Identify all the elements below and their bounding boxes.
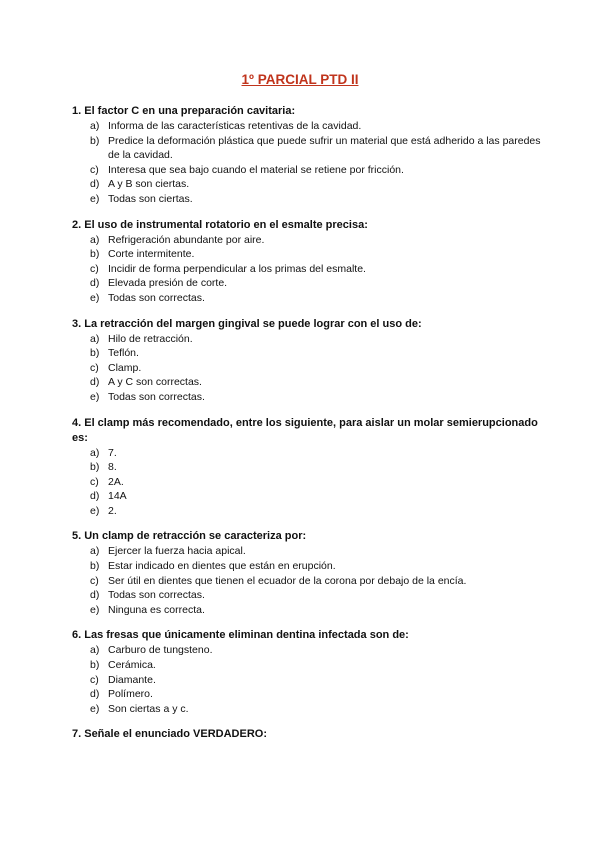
option-text: 2A. <box>108 475 124 488</box>
question-text: 2. El uso de instrumental rotatorio en el esmalte precisa: <box>72 218 368 231</box>
option-letter: a) <box>90 332 100 345</box>
option-item <box>72 163 542 178</box>
option-text: Hilo de retracción. <box>108 332 193 345</box>
option-text: Ninguna es correcta. <box>108 603 205 616</box>
options-list <box>72 446 542 519</box>
option-item <box>72 361 542 376</box>
option-item <box>72 119 542 134</box>
option-letter: d) <box>90 376 100 389</box>
option-letter: e) <box>90 291 100 304</box>
option-text: Corte intermitente. <box>108 248 195 261</box>
option-letter: d) <box>90 490 100 503</box>
question-text: 3. La retracción del margen gingival se puede lograr con el uso de: <box>72 317 422 330</box>
option-letter: b) <box>90 560 100 573</box>
option-letter: e) <box>90 702 100 715</box>
question-text: 5. Un clamp de retracción se caracteriza por: <box>72 530 307 543</box>
question-text: 6. Las fresas que únicamente eliminan dentina infectada son de: <box>72 629 409 642</box>
option-item <box>72 673 542 688</box>
option-item <box>72 192 542 207</box>
option-text: Elevada presión de corte. <box>108 277 228 290</box>
option-text: 14A <box>108 490 127 503</box>
option-text: Refrigeración abundante por aire. <box>108 233 265 246</box>
option-text: Ejercer la fuerza hacia apical. <box>108 545 246 558</box>
option-item <box>72 643 542 658</box>
option-letter: e) <box>90 390 100 403</box>
option-item <box>72 702 542 717</box>
option-item <box>72 475 542 490</box>
option-letter: d) <box>90 589 100 602</box>
option-letter: b) <box>90 134 100 147</box>
option-item <box>72 390 542 405</box>
option-item <box>72 177 542 192</box>
option-item <box>72 658 542 673</box>
option-letter: a) <box>90 233 100 246</box>
option-text: Ser útil en dientes que tienen el ecuador de la corona por debajo de la encía. <box>108 574 467 587</box>
options-list <box>72 233 542 306</box>
options-list <box>72 332 542 405</box>
question-2 <box>72 218 542 306</box>
option-letter: d) <box>90 688 100 701</box>
option-text: Todas son correctas. <box>108 589 205 602</box>
option-item <box>72 332 542 347</box>
option-text: Todas son ciertas. <box>108 192 193 205</box>
option-letter: c) <box>90 475 99 488</box>
option-letter: b) <box>90 659 100 672</box>
option-item <box>72 588 542 603</box>
option-text: Interesa que sea bajo cuando el material se retiene por fricción. <box>108 163 404 176</box>
question-5 <box>72 529 542 617</box>
option-text: Predice la deformación plástica que puede sufrir un material que está adherido a las paredes de la cavidad. <box>108 134 541 162</box>
question-3 <box>72 317 542 405</box>
option-letter: e) <box>90 603 100 616</box>
option-text: Polímero. <box>108 688 153 701</box>
option-letter: b) <box>90 248 100 261</box>
option-text: 7. <box>108 446 117 459</box>
option-text: Cerámica. <box>108 659 156 672</box>
option-item <box>72 544 542 559</box>
questions-list <box>72 104 542 753</box>
option-text: Diamante. <box>108 673 156 686</box>
option-letter: a) <box>90 545 100 558</box>
option-letter: b) <box>90 461 100 474</box>
option-text: A y B son ciertas. <box>108 178 190 191</box>
option-letter: d) <box>90 178 100 191</box>
option-item <box>72 233 542 248</box>
option-text: Teflón. <box>108 347 139 360</box>
option-item <box>72 446 542 461</box>
page-title: 1º PARCIAL PTD II <box>241 72 359 87</box>
option-letter: a) <box>90 644 100 657</box>
option-letter: e) <box>90 192 100 205</box>
option-text: 2. <box>108 504 117 517</box>
option-text: Estar indicado en dientes que están en erupción. <box>108 560 336 573</box>
option-letter: c) <box>90 163 99 176</box>
option-letter: d) <box>90 277 100 290</box>
option-letter: a) <box>90 446 100 459</box>
option-text: Todas son correctas. <box>108 390 205 403</box>
question-text: 7. Señale el enunciado VERDADERO: <box>72 728 267 741</box>
option-item <box>72 134 542 163</box>
option-item <box>72 276 542 291</box>
option-item <box>72 504 542 519</box>
option-text: A y C son correctas. <box>108 376 202 389</box>
option-letter: c) <box>90 361 99 374</box>
option-item <box>72 489 542 504</box>
option-item <box>72 603 542 618</box>
question-7 <box>72 727 542 742</box>
option-text: Todas son correctas. <box>108 291 205 304</box>
option-letter: e) <box>90 504 100 517</box>
option-text: 8. <box>108 461 117 474</box>
question-1 <box>72 104 542 207</box>
option-item <box>72 291 542 306</box>
option-text: Informa de las características retentivas de la cavidad. <box>108 120 362 132</box>
question-6 <box>72 628 542 716</box>
option-item <box>72 262 542 277</box>
options-list <box>72 643 542 716</box>
option-letter: b) <box>90 347 100 360</box>
option-item <box>72 346 542 361</box>
option-item <box>72 460 542 475</box>
option-item <box>72 559 542 574</box>
option-text: Incidir de forma perpendicular a los primas del esmalte. <box>108 262 366 275</box>
option-item <box>72 687 542 702</box>
options-list <box>72 544 542 617</box>
option-item <box>72 375 542 390</box>
options-list <box>72 119 542 207</box>
option-letter: c) <box>90 574 99 587</box>
option-text: Son ciertas a y c. <box>108 702 189 715</box>
option-item <box>72 574 542 589</box>
question-4 <box>72 416 542 519</box>
option-text: Carburo de tungsteno. <box>108 644 213 657</box>
option-letter: c) <box>90 673 99 686</box>
option-text: Clamp. <box>108 361 142 374</box>
option-letter: c) <box>90 262 99 275</box>
question-text: 4. El clamp más recomendado, entre los siguiente, para aislar un molar semierupcionado es: <box>72 416 538 444</box>
question-text: 1. El factor C en una preparación cavitaria: <box>72 105 296 117</box>
option-letter: a) <box>90 120 100 132</box>
option-item <box>72 247 542 262</box>
